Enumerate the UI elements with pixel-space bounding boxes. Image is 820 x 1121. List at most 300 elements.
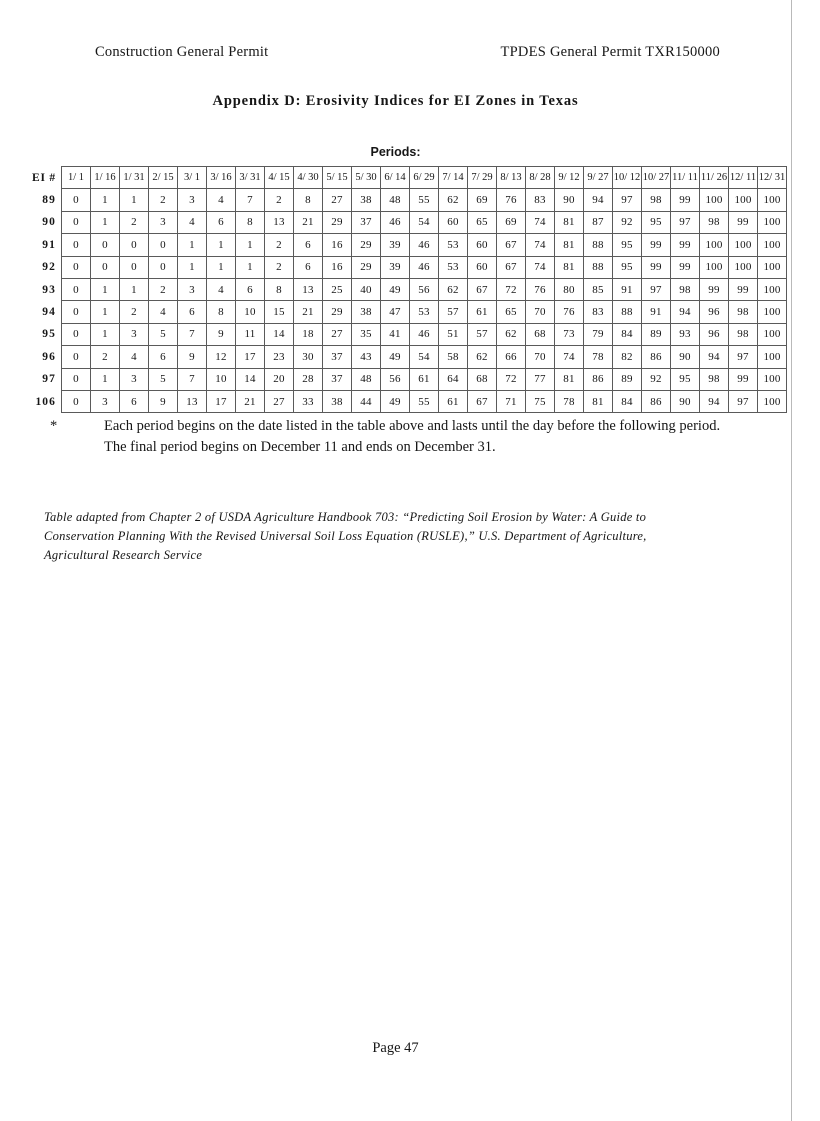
table-cell-erosivity-index: 33 xyxy=(294,390,323,412)
table-cell-erosivity-index: 67 xyxy=(497,234,526,256)
table-cell-erosivity-index: 69 xyxy=(468,189,497,211)
table-cell-erosivity-index: 1 xyxy=(236,256,265,278)
table-cell-erosivity-index: 27 xyxy=(323,189,352,211)
table-cell-erosivity-index: 13 xyxy=(294,278,323,300)
table-cell-erosivity-index: 25 xyxy=(323,278,352,300)
column-header-period: 3/ 31 xyxy=(236,167,265,189)
erosivity-indices-table xyxy=(16,166,787,413)
table-cell-erosivity-index: 29 xyxy=(352,256,381,278)
table-cell-erosivity-index: 68 xyxy=(468,368,497,390)
table-cell-erosivity-index: 21 xyxy=(294,211,323,233)
table-cell-erosivity-index: 71 xyxy=(497,390,526,412)
table-cell-erosivity-index: 100 xyxy=(758,189,787,211)
scan-edge-line xyxy=(791,0,792,1121)
table-cell-erosivity-index: 68 xyxy=(526,323,555,345)
table-cell-erosivity-index: 72 xyxy=(497,278,526,300)
table-cell-erosivity-index: 5 xyxy=(149,368,178,390)
table-cell-erosivity-index: 76 xyxy=(526,278,555,300)
table-cell-erosivity-index: 13 xyxy=(178,390,207,412)
table-cell-erosivity-index: 97 xyxy=(642,278,671,300)
table-cell-erosivity-index: 6 xyxy=(294,234,323,256)
table-cell-erosivity-index: 98 xyxy=(671,278,700,300)
table-cell-erosivity-index: 6 xyxy=(294,256,323,278)
table-cell-erosivity-index: 99 xyxy=(671,234,700,256)
table-cell-erosivity-index: 16 xyxy=(323,234,352,256)
table-cell-erosivity-index: 58 xyxy=(439,346,468,368)
table-cell-erosivity-index: 35 xyxy=(352,323,381,345)
table-cell-erosivity-index: 100 xyxy=(729,234,758,256)
table-cell-erosivity-index: 1 xyxy=(120,189,149,211)
table-body xyxy=(16,189,787,413)
table-cell-erosivity-index: 28 xyxy=(294,368,323,390)
table-cell-erosivity-index: 6 xyxy=(149,346,178,368)
table-cell-erosivity-index: 0 xyxy=(120,234,149,256)
table-cell-erosivity-index: 47 xyxy=(381,301,410,323)
table-cell-erosivity-index: 30 xyxy=(294,346,323,368)
table-cell-erosivity-index: 14 xyxy=(236,368,265,390)
table-cell-erosivity-index: 83 xyxy=(584,301,613,323)
table-cell-erosivity-index: 76 xyxy=(497,189,526,211)
table-cell-erosivity-index: 98 xyxy=(729,301,758,323)
table-cell-erosivity-index: 99 xyxy=(671,256,700,278)
table-cell-erosivity-index: 0 xyxy=(62,368,91,390)
column-header-period: 1/ 31 xyxy=(120,167,149,189)
table-cell-erosivity-index: 10 xyxy=(207,368,236,390)
table-cell-erosivity-index: 92 xyxy=(642,368,671,390)
table-cell-erosivity-index: 54 xyxy=(410,346,439,368)
table-cell-erosivity-index: 27 xyxy=(265,390,294,412)
table-cell-erosivity-index: 48 xyxy=(381,189,410,211)
table-cell-erosivity-index: 64 xyxy=(439,368,468,390)
column-header-period: 11/ 26 xyxy=(700,167,729,189)
table-cell-erosivity-index: 74 xyxy=(526,256,555,278)
table-cell-erosivity-index: 0 xyxy=(62,278,91,300)
table-cell-erosivity-index: 97 xyxy=(729,390,758,412)
table-cell-erosivity-index: 85 xyxy=(584,278,613,300)
table-cell-erosivity-index: 2 xyxy=(265,189,294,211)
table-row xyxy=(16,301,787,323)
table-cell-erosivity-index: 0 xyxy=(149,256,178,278)
table-cell-erosivity-index: 1 xyxy=(207,234,236,256)
table-cell-erosivity-index: 17 xyxy=(207,390,236,412)
table-cell-erosivity-index: 38 xyxy=(323,390,352,412)
column-header-period: 1/ 1 xyxy=(62,167,91,189)
table-cell-erosivity-index: 0 xyxy=(91,234,120,256)
table-cell-erosivity-index: 100 xyxy=(758,234,787,256)
table-cell-erosivity-index: 1 xyxy=(91,368,120,390)
table-cell-erosivity-index: 87 xyxy=(584,211,613,233)
row-header-ei-zone: 92 xyxy=(42,261,56,274)
table-cell-erosivity-index: 98 xyxy=(700,211,729,233)
table-cell-erosivity-index: 8 xyxy=(265,278,294,300)
table-cell-erosivity-index: 48 xyxy=(352,368,381,390)
table-cell-erosivity-index: 62 xyxy=(439,278,468,300)
table-cell-erosivity-index: 78 xyxy=(584,346,613,368)
table-cell-erosivity-index: 8 xyxy=(207,301,236,323)
table-cell-erosivity-index: 74 xyxy=(555,346,584,368)
table-cell-erosivity-index: 7 xyxy=(178,323,207,345)
running-header xyxy=(95,44,720,61)
table-cell-erosivity-index: 44 xyxy=(352,390,381,412)
table-cell-erosivity-index: 7 xyxy=(236,189,265,211)
table-row xyxy=(16,278,787,300)
table-cell-erosivity-index: 4 xyxy=(207,189,236,211)
table-cell-erosivity-index: 11 xyxy=(236,323,265,345)
table-cell-erosivity-index: 2 xyxy=(120,301,149,323)
table-cell-erosivity-index: 6 xyxy=(120,390,149,412)
table-cell-erosivity-index: 1 xyxy=(178,256,207,278)
table-cell-erosivity-index: 65 xyxy=(468,211,497,233)
table-cell-erosivity-index: 70 xyxy=(526,301,555,323)
column-header-period: 12/ 11 xyxy=(729,167,758,189)
column-header-ei: EI # xyxy=(32,171,56,184)
page-title: Appendix D: Erosivity Indices for EI Zones in Texas xyxy=(212,93,579,109)
table-cell-erosivity-index: 100 xyxy=(758,278,787,300)
table-cell-erosivity-index: 91 xyxy=(642,301,671,323)
header-permit-number: TPDES General Permit TXR150000 xyxy=(500,44,720,60)
table-cell-erosivity-index: 61 xyxy=(439,390,468,412)
table-cell-erosivity-index: 13 xyxy=(265,211,294,233)
page-number: Page 47 xyxy=(372,1040,419,1056)
table-cell-erosivity-index: 0 xyxy=(62,323,91,345)
table-cell-erosivity-index: 2 xyxy=(149,189,178,211)
table-cell-erosivity-index: 95 xyxy=(613,234,642,256)
table-cell-erosivity-index: 55 xyxy=(410,189,439,211)
table-cell-erosivity-index: 21 xyxy=(236,390,265,412)
table-cell-erosivity-index: 0 xyxy=(62,234,91,256)
table-cell-erosivity-index: 27 xyxy=(323,323,352,345)
table-cell-erosivity-index: 20 xyxy=(265,368,294,390)
footnote-text: Each period begins on the date listed in the table above and lasts until the day before the following period. The final period begins on December 11 and ends on December 31. xyxy=(104,418,721,455)
table-cell-erosivity-index: 46 xyxy=(410,256,439,278)
table-cell-erosivity-index: 5 xyxy=(149,323,178,345)
table-cell-erosivity-index: 7 xyxy=(178,368,207,390)
table-cell-erosivity-index: 99 xyxy=(700,278,729,300)
table-cell-erosivity-index: 100 xyxy=(758,256,787,278)
table-cell-erosivity-index: 69 xyxy=(497,211,526,233)
table-cell-erosivity-index: 1 xyxy=(120,278,149,300)
column-header-period: 1/ 16 xyxy=(91,167,120,189)
table-cell-erosivity-index: 100 xyxy=(700,189,729,211)
table-cell-erosivity-index: 1 xyxy=(91,211,120,233)
table-cell-erosivity-index: 1 xyxy=(91,278,120,300)
table-cell-erosivity-index: 49 xyxy=(381,390,410,412)
table-cell-erosivity-index: 81 xyxy=(555,234,584,256)
table-cell-erosivity-index: 1 xyxy=(91,189,120,211)
table-cell-erosivity-index: 97 xyxy=(613,189,642,211)
table-cell-erosivity-index: 98 xyxy=(642,189,671,211)
table-cell-erosivity-index: 15 xyxy=(265,301,294,323)
table-cell-erosivity-index: 99 xyxy=(729,278,758,300)
row-header-ei-zone: 97 xyxy=(42,373,56,386)
table-cell-erosivity-index: 56 xyxy=(381,368,410,390)
table-cell-erosivity-index: 6 xyxy=(178,301,207,323)
row-header-ei-zone: 90 xyxy=(42,216,56,229)
table-cell-erosivity-index: 9 xyxy=(149,390,178,412)
table-row xyxy=(16,323,787,345)
table-cell-erosivity-index: 23 xyxy=(265,346,294,368)
table-cell-erosivity-index: 83 xyxy=(526,189,555,211)
table-cell-erosivity-index: 46 xyxy=(410,323,439,345)
table-cell-erosivity-index: 100 xyxy=(758,390,787,412)
table-cell-erosivity-index: 3 xyxy=(178,189,207,211)
table-cell-erosivity-index: 0 xyxy=(62,256,91,278)
table-cell-erosivity-index: 99 xyxy=(642,256,671,278)
table-cell-erosivity-index: 39 xyxy=(381,234,410,256)
row-header-ei-zone: 96 xyxy=(42,350,56,363)
table-cell-erosivity-index: 89 xyxy=(642,323,671,345)
column-header-period: 3/ 1 xyxy=(178,167,207,189)
table-cell-erosivity-index: 3 xyxy=(91,390,120,412)
table-cell-erosivity-index: 29 xyxy=(323,301,352,323)
table-cell-erosivity-index: 46 xyxy=(410,234,439,256)
column-header-period: 7/ 14 xyxy=(439,167,468,189)
column-header-period: 3/ 16 xyxy=(207,167,236,189)
table-cell-erosivity-index: 86 xyxy=(584,368,613,390)
source-citation: Table adapted from Chapter 2 of USDA Agriculture Handbook 703: “Predicting Soil Erosion by Water: A Guide to Conservation Planning With the Revised Universal Soil Loss Equation (RUSLE),” U.S. Department of Agriculture, Agricultural Research Service xyxy=(44,510,647,562)
table-cell-erosivity-index: 76 xyxy=(555,301,584,323)
table-cell-erosivity-index: 86 xyxy=(642,390,671,412)
table-cell-erosivity-index: 90 xyxy=(555,189,584,211)
table-cell-erosivity-index: 0 xyxy=(62,390,91,412)
table-cell-erosivity-index: 8 xyxy=(294,189,323,211)
table-cell-erosivity-index: 97 xyxy=(671,211,700,233)
table-cell-erosivity-index: 100 xyxy=(758,323,787,345)
table-cell-erosivity-index: 74 xyxy=(526,211,555,233)
table-cell-erosivity-index: 81 xyxy=(555,368,584,390)
table-cell-erosivity-index: 67 xyxy=(497,256,526,278)
column-header-period: 10/ 12 xyxy=(613,167,642,189)
table-cell-erosivity-index: 57 xyxy=(468,323,497,345)
table-cell-erosivity-index: 100 xyxy=(758,301,787,323)
table-cell-erosivity-index: 2 xyxy=(149,278,178,300)
row-header-ei-zone: 95 xyxy=(42,328,56,341)
table-cell-erosivity-index: 2 xyxy=(265,234,294,256)
table-cell-erosivity-index: 9 xyxy=(178,346,207,368)
table-cell-erosivity-index: 90 xyxy=(671,390,700,412)
table-cell-erosivity-index: 4 xyxy=(207,278,236,300)
table-cell-erosivity-index: 99 xyxy=(671,189,700,211)
erosivity-table-container xyxy=(16,166,787,413)
footnote xyxy=(50,416,725,457)
table-cell-erosivity-index: 78 xyxy=(555,390,584,412)
column-header-period: 11/ 11 xyxy=(671,167,700,189)
table-cell-erosivity-index: 29 xyxy=(323,211,352,233)
table-cell-erosivity-index: 1 xyxy=(91,301,120,323)
table-cell-erosivity-index: 62 xyxy=(468,346,497,368)
table-cell-erosivity-index: 98 xyxy=(729,323,758,345)
table-cell-erosivity-index: 84 xyxy=(613,390,642,412)
table-cell-erosivity-index: 43 xyxy=(352,346,381,368)
table-cell-erosivity-index: 4 xyxy=(178,211,207,233)
table-cell-erosivity-index: 0 xyxy=(91,256,120,278)
table-cell-erosivity-index: 54 xyxy=(410,211,439,233)
table-cell-erosivity-index: 100 xyxy=(758,346,787,368)
table-cell-erosivity-index: 61 xyxy=(410,368,439,390)
column-header-period: 9/ 12 xyxy=(555,167,584,189)
table-cell-erosivity-index: 77 xyxy=(526,368,555,390)
column-header-period: 9/ 27 xyxy=(584,167,613,189)
table-cell-erosivity-index: 66 xyxy=(497,346,526,368)
table-cell-erosivity-index: 39 xyxy=(381,256,410,278)
table-cell-erosivity-index: 1 xyxy=(91,323,120,345)
table-cell-erosivity-index: 91 xyxy=(613,278,642,300)
table-cell-erosivity-index: 38 xyxy=(352,189,381,211)
table-cell-erosivity-index: 81 xyxy=(555,211,584,233)
table-cell-erosivity-index: 18 xyxy=(294,323,323,345)
table-cell-erosivity-index: 81 xyxy=(584,390,613,412)
table-cell-erosivity-index: 3 xyxy=(149,211,178,233)
table-cell-erosivity-index: 100 xyxy=(700,234,729,256)
row-header-ei-zone: 94 xyxy=(42,306,56,319)
table-cell-erosivity-index: 73 xyxy=(555,323,584,345)
table-cell-erosivity-index: 12 xyxy=(207,346,236,368)
column-header-period: 4/ 30 xyxy=(294,167,323,189)
table-cell-erosivity-index: 93 xyxy=(671,323,700,345)
table-cell-erosivity-index: 2 xyxy=(120,211,149,233)
table-cell-erosivity-index: 61 xyxy=(468,301,497,323)
table-cell-erosivity-index: 21 xyxy=(294,301,323,323)
column-header-period: 8/ 13 xyxy=(497,167,526,189)
table-cell-erosivity-index: 6 xyxy=(207,211,236,233)
table-cell-erosivity-index: 1 xyxy=(207,256,236,278)
table-cell-erosivity-index: 51 xyxy=(439,323,468,345)
table-cell-erosivity-index: 55 xyxy=(410,390,439,412)
table-cell-erosivity-index: 94 xyxy=(700,390,729,412)
table-cell-erosivity-index: 88 xyxy=(584,234,613,256)
table-cell-erosivity-index: 82 xyxy=(613,346,642,368)
column-header-period: 4/ 15 xyxy=(265,167,294,189)
table-cell-erosivity-index: 81 xyxy=(555,256,584,278)
table-cell-erosivity-index: 94 xyxy=(671,301,700,323)
row-header-ei-zone: 91 xyxy=(42,238,56,251)
table-cell-erosivity-index: 94 xyxy=(584,189,613,211)
table-cell-erosivity-index: 29 xyxy=(352,234,381,256)
table-cell-erosivity-index: 94 xyxy=(700,346,729,368)
table-cell-erosivity-index: 17 xyxy=(236,346,265,368)
column-header-period: 10/ 27 xyxy=(642,167,671,189)
table-cell-erosivity-index: 41 xyxy=(381,323,410,345)
table-cell-erosivity-index: 100 xyxy=(729,256,758,278)
table-cell-erosivity-index: 0 xyxy=(149,234,178,256)
table-cell-erosivity-index: 1 xyxy=(178,234,207,256)
table-cell-erosivity-index: 3 xyxy=(178,278,207,300)
table-cell-erosivity-index: 98 xyxy=(700,368,729,390)
table-cell-erosivity-index: 90 xyxy=(671,346,700,368)
table-cell-erosivity-index: 53 xyxy=(410,301,439,323)
table-cell-erosivity-index: 49 xyxy=(381,346,410,368)
table-cell-erosivity-index: 99 xyxy=(642,234,671,256)
table-cell-erosivity-index: 100 xyxy=(729,189,758,211)
table-cell-erosivity-index: 62 xyxy=(439,189,468,211)
table-cell-erosivity-index: 74 xyxy=(526,234,555,256)
table-cell-erosivity-index: 89 xyxy=(613,368,642,390)
row-header-ei-zone: 89 xyxy=(42,194,56,207)
table-cell-erosivity-index: 53 xyxy=(439,256,468,278)
row-header-ei-zone: 93 xyxy=(42,283,56,296)
table-cell-erosivity-index: 79 xyxy=(584,323,613,345)
table-row xyxy=(16,234,787,256)
table-cell-erosivity-index: 60 xyxy=(439,211,468,233)
table-cell-erosivity-index: 99 xyxy=(729,368,758,390)
table-cell-erosivity-index: 0 xyxy=(62,301,91,323)
table-cell-erosivity-index: 72 xyxy=(497,368,526,390)
table-cell-erosivity-index: 1 xyxy=(236,234,265,256)
table-cell-erosivity-index: 67 xyxy=(468,278,497,300)
table-cell-erosivity-index: 96 xyxy=(700,301,729,323)
table-cell-erosivity-index: 80 xyxy=(555,278,584,300)
table-cell-erosivity-index: 75 xyxy=(526,390,555,412)
footnote-marker: * xyxy=(50,418,58,434)
table-row xyxy=(16,368,787,390)
table-cell-erosivity-index: 9 xyxy=(207,323,236,345)
column-header-period: 6/ 14 xyxy=(381,167,410,189)
column-header-period: 7/ 29 xyxy=(468,167,497,189)
table-cell-erosivity-index: 14 xyxy=(265,323,294,345)
table-cell-erosivity-index: 37 xyxy=(323,346,352,368)
table-cell-erosivity-index: 37 xyxy=(352,211,381,233)
table-cell-erosivity-index: 40 xyxy=(352,278,381,300)
column-header-period: 12/ 31 xyxy=(758,167,787,189)
table-row xyxy=(16,189,787,211)
table-cell-erosivity-index: 99 xyxy=(729,211,758,233)
row-header-ei-zone: 106 xyxy=(35,395,56,408)
column-header-period: 5/ 15 xyxy=(323,167,352,189)
table-cell-erosivity-index: 65 xyxy=(497,301,526,323)
table-cell-erosivity-index: 97 xyxy=(729,346,758,368)
table-cell-erosivity-index: 86 xyxy=(642,346,671,368)
table-cell-erosivity-index: 67 xyxy=(468,390,497,412)
table-cell-erosivity-index: 0 xyxy=(62,189,91,211)
column-header-period: 6/ 29 xyxy=(410,167,439,189)
header-document-title: Construction General Permit xyxy=(95,44,269,60)
table-cell-erosivity-index: 95 xyxy=(613,256,642,278)
table-cell-erosivity-index: 49 xyxy=(381,278,410,300)
table-row xyxy=(16,256,787,278)
table-cell-erosivity-index: 16 xyxy=(323,256,352,278)
table-cell-erosivity-index: 100 xyxy=(700,256,729,278)
table-cell-erosivity-index: 57 xyxy=(439,301,468,323)
table-cell-erosivity-index: 88 xyxy=(613,301,642,323)
table-cell-erosivity-index: 4 xyxy=(120,346,149,368)
table-cell-erosivity-index: 88 xyxy=(584,256,613,278)
table-cell-erosivity-index: 0 xyxy=(120,256,149,278)
table-cell-erosivity-index: 2 xyxy=(91,346,120,368)
table-cell-erosivity-index: 37 xyxy=(323,368,352,390)
table-cell-erosivity-index: 3 xyxy=(120,323,149,345)
table-row xyxy=(16,346,787,368)
table-cell-erosivity-index: 46 xyxy=(381,211,410,233)
table-cell-erosivity-index: 53 xyxy=(439,234,468,256)
table-cell-erosivity-index: 10 xyxy=(236,301,265,323)
column-header-period: 5/ 30 xyxy=(352,167,381,189)
table-cell-erosivity-index: 95 xyxy=(642,211,671,233)
table-cell-erosivity-index: 38 xyxy=(352,301,381,323)
table-cell-erosivity-index: 60 xyxy=(468,256,497,278)
table-cell-erosivity-index: 95 xyxy=(671,368,700,390)
table-cell-erosivity-index: 92 xyxy=(613,211,642,233)
table-row xyxy=(16,211,787,233)
table-cell-erosivity-index: 84 xyxy=(613,323,642,345)
table-cell-erosivity-index: 4 xyxy=(149,301,178,323)
table-cell-erosivity-index: 62 xyxy=(497,323,526,345)
table-header-row xyxy=(16,167,787,189)
column-header-period: 8/ 28 xyxy=(526,167,555,189)
table-row xyxy=(16,390,787,412)
table-cell-erosivity-index: 2 xyxy=(265,256,294,278)
table-cell-erosivity-index: 70 xyxy=(526,346,555,368)
table-cell-erosivity-index: 3 xyxy=(120,368,149,390)
